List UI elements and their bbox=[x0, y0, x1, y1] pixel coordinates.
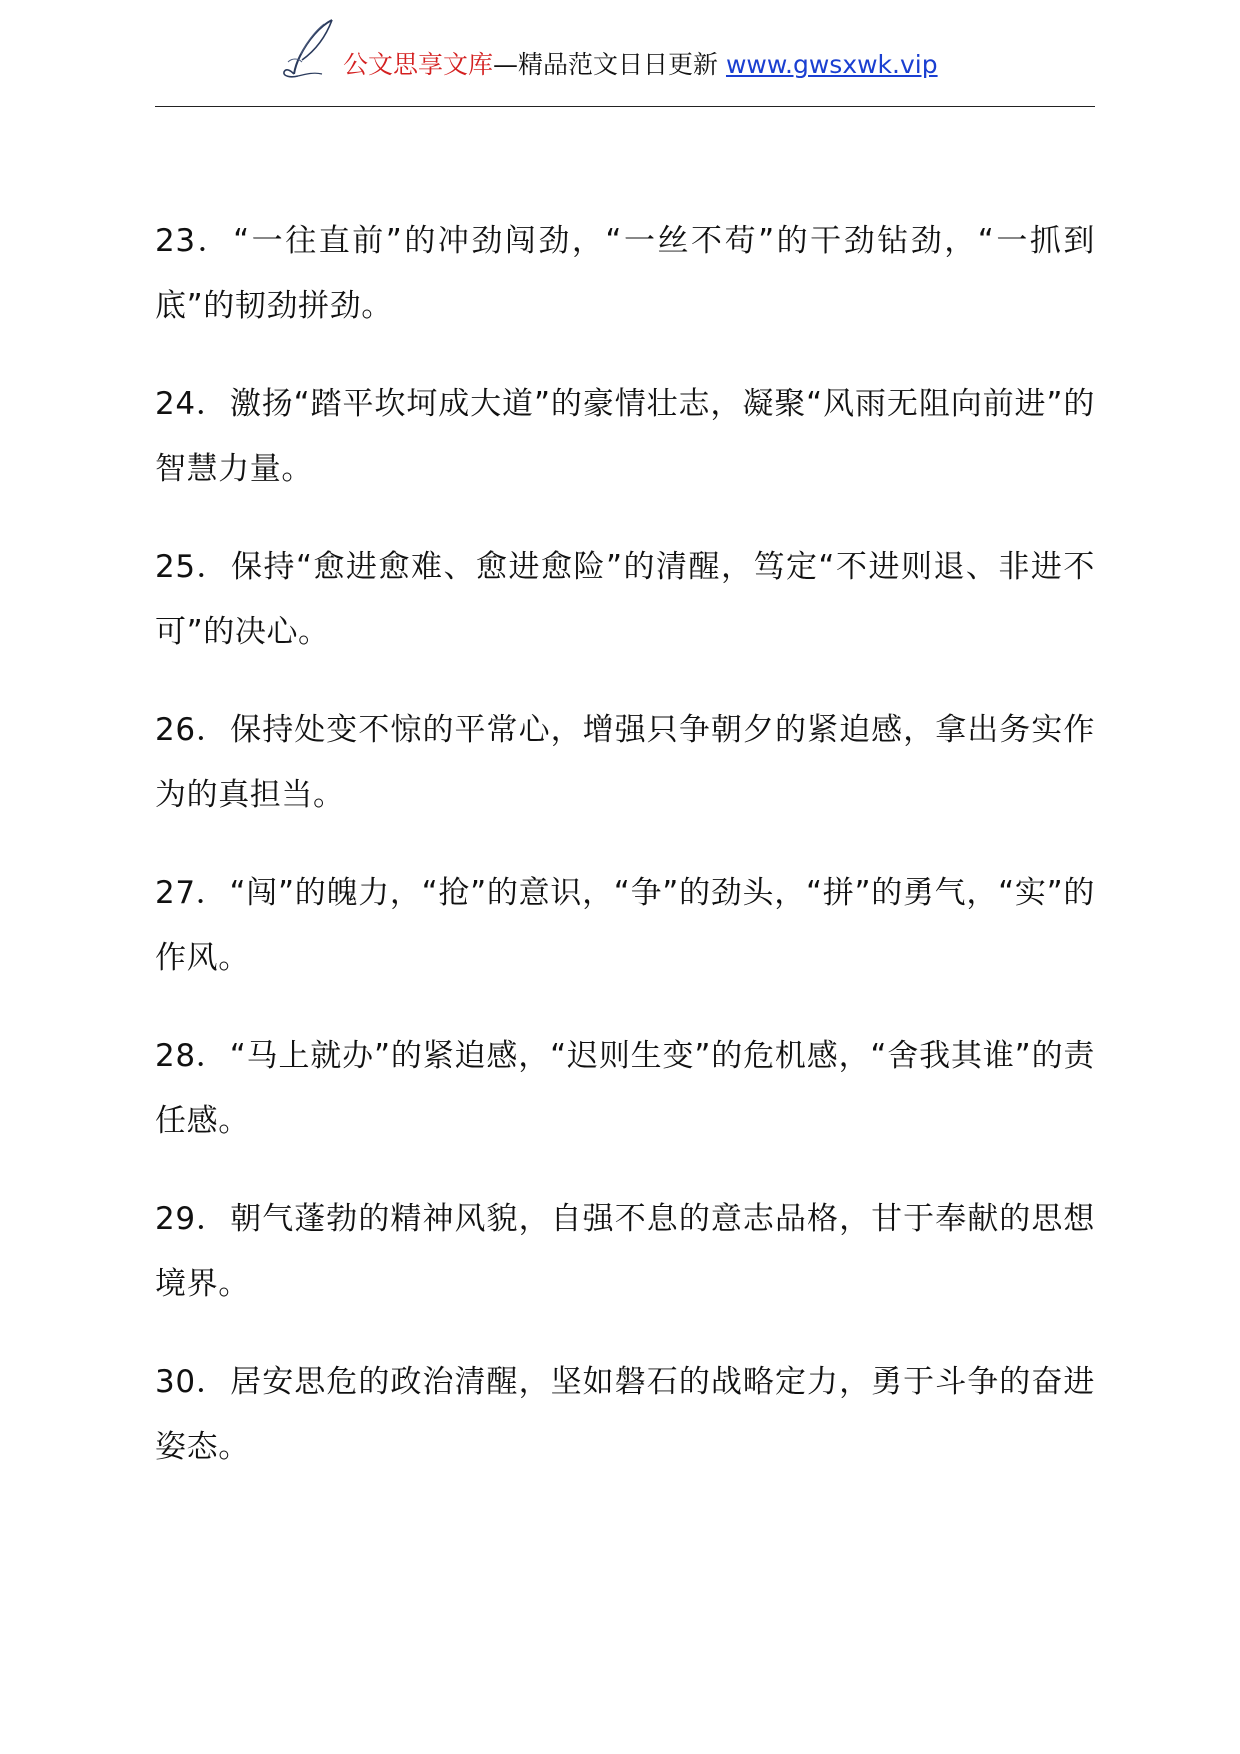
document-body bbox=[155, 209, 1095, 1513]
list-item bbox=[155, 209, 1095, 339]
site-url-link[interactable]: www.gwsxwk.vip bbox=[725, 50, 938, 79]
item-text: 朝气蓬勃的精神风貌，自强不息的意志品格，甘于奉献的思想境界。 bbox=[155, 1201, 1096, 1302]
list-item bbox=[155, 535, 1095, 665]
list-item bbox=[155, 698, 1095, 828]
item-number: 24． bbox=[155, 386, 228, 422]
item-text: “闯”的魄力，“抢”的意识，“争”的劲头，“拼”的勇气，“实”的作风。 bbox=[155, 875, 1095, 976]
page-header bbox=[155, 12, 1095, 108]
item-number: 28． bbox=[155, 1038, 228, 1074]
item-text: 保持处变不惊的平常心，增强只争朝夕的紧迫感，拿出务实作为的真担当。 bbox=[155, 712, 1096, 813]
header-divider bbox=[155, 106, 1095, 107]
item-text: 保持“愈进愈难、愈进愈险”的清醒，笃定“不进则退、非进不可”的决心。 bbox=[155, 549, 1095, 650]
item-text: “一往直前”的冲劲闯劲，“一丝不苟”的干劲钻劲，“一抓到底”的韧劲拼劲。 bbox=[155, 223, 1095, 324]
brand-name: 公文思享文库 bbox=[343, 50, 494, 79]
item-number: 25． bbox=[155, 549, 230, 585]
list-item bbox=[155, 1024, 1095, 1154]
header-tagline: —精品范文日日更新 bbox=[493, 50, 719, 79]
item-number: 29． bbox=[155, 1201, 229, 1237]
header-line bbox=[343, 50, 938, 80]
item-text: “马上就办”的紧迫感，“迟则生变”的危机感，“舍我其谁”的责任感。 bbox=[155, 1038, 1096, 1139]
item-text: 居安思危的政治清醒，坚如磐石的战略定力，勇于斗争的奋进姿态。 bbox=[155, 1364, 1096, 1465]
list-item bbox=[155, 861, 1095, 991]
quill-pen-logo-icon bbox=[280, 16, 340, 82]
item-number: 23． bbox=[155, 223, 232, 259]
list-item bbox=[155, 1187, 1095, 1317]
item-text: 激扬“踏平坎坷成大道”的豪情壮志，凝聚“风雨无阻向前进”的智慧力量。 bbox=[155, 386, 1095, 487]
list-item bbox=[155, 372, 1095, 502]
item-number: 30． bbox=[155, 1364, 229, 1400]
item-number: 26． bbox=[155, 712, 229, 748]
item-number: 27． bbox=[155, 875, 228, 911]
list-item bbox=[155, 1350, 1095, 1480]
